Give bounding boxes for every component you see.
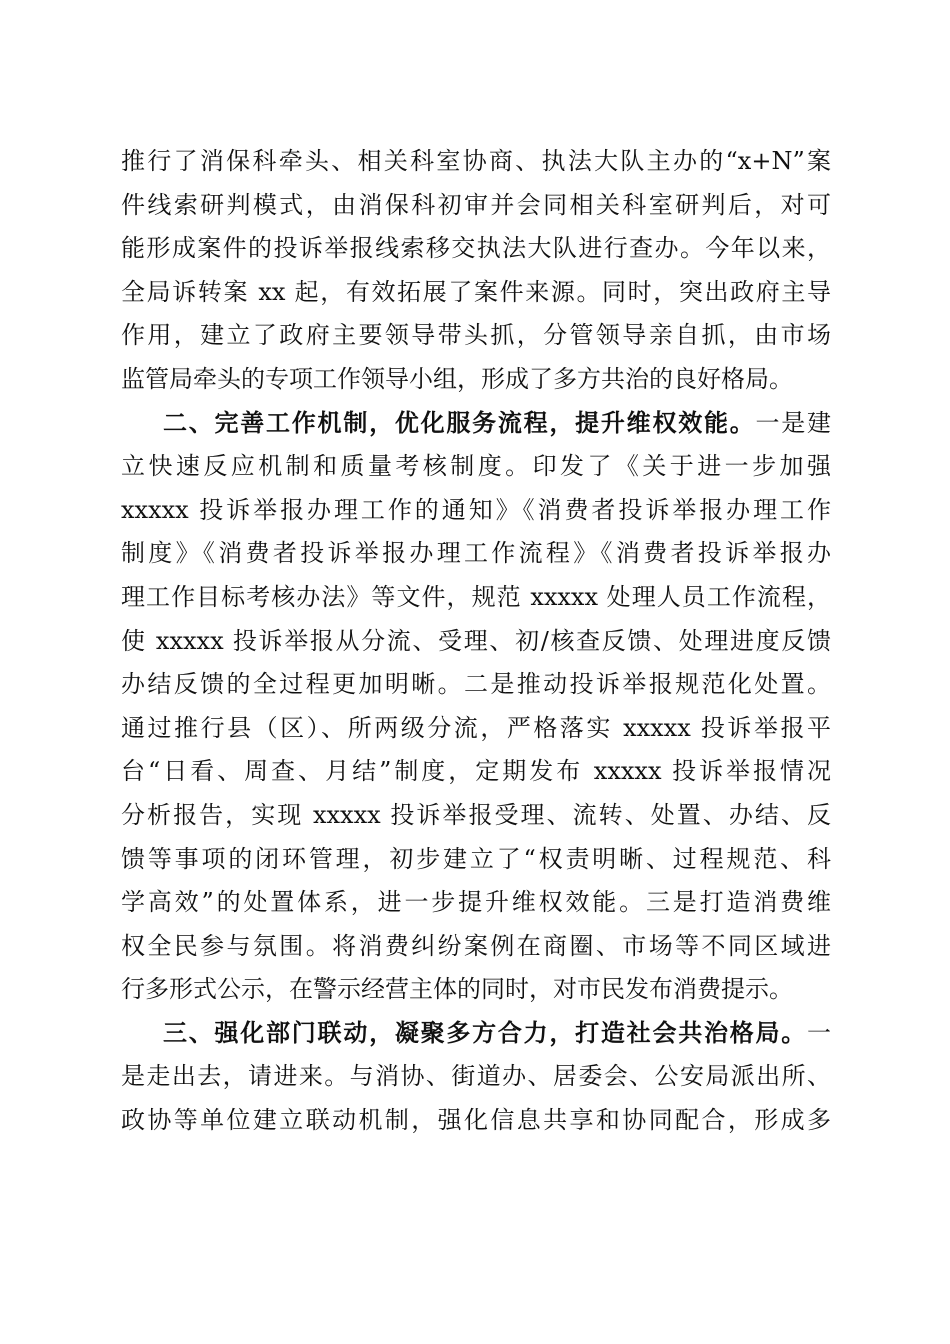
text-line: 办结反馈的全过程更加明晰。二是推动投诉举报规范化处置。 <box>121 670 831 699</box>
text-line: 立快速反应机制和质量考核制度。印发了《关于进一步加强 <box>121 452 831 481</box>
text-line: 通过推行县（区）、所两级分流，严格落实 xxxxx 投诉举报平 <box>121 713 831 742</box>
text-line: 馈等事项的闭环管理，初步建立了“权责明晰、过程规范、科 <box>121 844 831 873</box>
text-line <box>121 402 831 446</box>
text-line: 件线索研判模式，由消保科初审并会同相关科室研判后，对可 <box>121 190 831 219</box>
text-line: 行多形式公示，在警示经营主体的同时，对市民发布消费提示。 <box>121 975 793 1004</box>
text-line: xxxxx 投诉举报办理工作的通知》《消费者投诉举报办理工作 <box>121 495 831 524</box>
text-line: 理工作目标考核办法》等文件，规范 xxxxx 处理人员工作流程， <box>121 582 831 611</box>
document-body <box>121 140 831 1143</box>
text-line: 学高效”的处置体系，进一步提升维权效能。三是打造消费维 <box>121 888 831 917</box>
text-line: 权全民参与氛围。将消费纠纷案例在商圈、市场等不同区域进 <box>121 931 831 960</box>
text-line: 监管局牵头的专项工作领导小组，形成了多方共治的良好格局。 <box>121 364 793 393</box>
text-line <box>121 1012 831 1056</box>
text-run: 一 <box>807 1018 831 1047</box>
text-run: 一是建 <box>755 408 831 437</box>
text-line: 政协等单位建立联动机制，强化信息共享和协同配合，形成多 <box>121 1106 831 1135</box>
paragraph-2 <box>121 402 831 1012</box>
text-line: 全局诉转案 xx 起，有效拓展了案件来源。同时，突出政府主导 <box>121 277 831 306</box>
text-line: 使 xxxxx 投诉举报从分流、受理、初/核查反馈、处理进度反馈 <box>121 626 831 655</box>
section-heading-2: 二、完善工作机制，优化服务流程，提升维权效能。 <box>163 408 756 437</box>
text-line: 是走出去，请进来。与消协、街道办、居委会、公安局派出所、 <box>121 1062 831 1091</box>
section-heading-3: 三、强化部门联动，凝聚多方合力，打造社会共治格局。 <box>163 1018 807 1047</box>
text-line: 作用，建立了政府主要领导带头抓，分管领导亲自抓，由市场 <box>121 321 831 350</box>
text-line: 分析报告，实现 xxxxx 投诉举报受理、流转、处置、办结、反 <box>121 800 831 829</box>
text-line: 推行了消保科牵头、相关科室协商、执法大队主办的“x+N”案 <box>121 147 831 175</box>
text-line: 制度》《消费者投诉举报办理工作流程》《消费者投诉举报办 <box>121 539 831 568</box>
paragraph-3 <box>121 1012 831 1143</box>
text-line: 台“日看、周查、月结”制度，定期发布 xxxxx 投诉举报情况 <box>121 757 831 786</box>
paragraph-1 <box>121 140 831 402</box>
text-line: 能形成案件的投诉举报线索移交执法大队进行查办。今年以来， <box>121 234 831 263</box>
